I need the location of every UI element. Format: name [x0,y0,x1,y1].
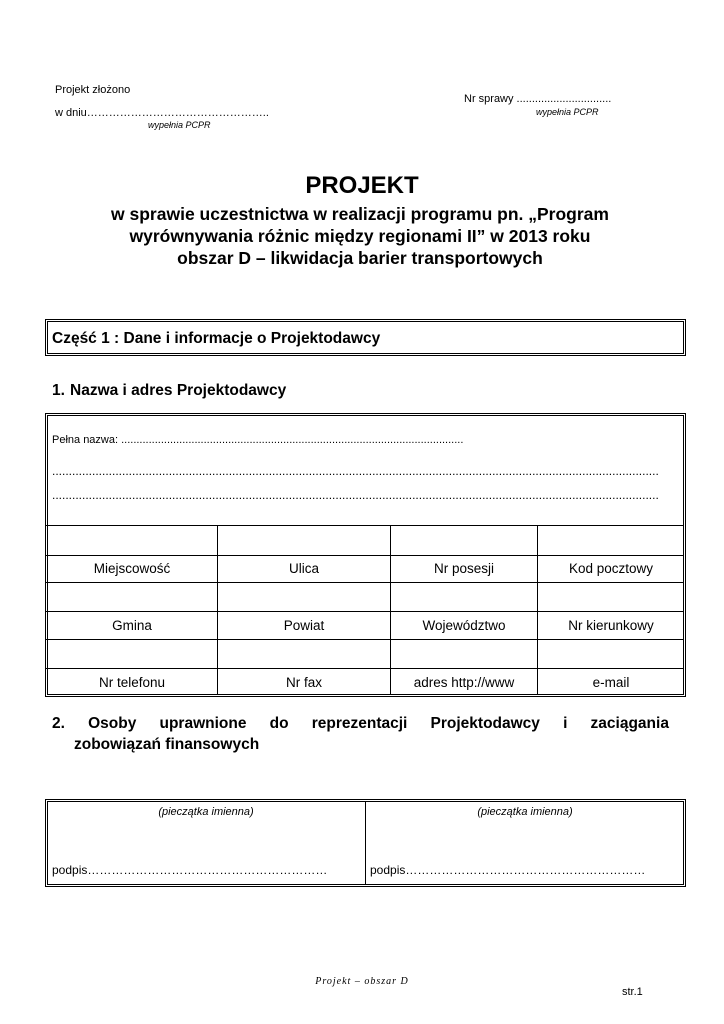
signature-divider [365,801,366,885]
item-2-word: Osoby [88,715,137,732]
powiat-input[interactable] [218,583,390,611]
pelna-nazwa-field[interactable]: Pełna nazwa: ................................................................................................................ [52,434,464,446]
item-2-word: Projektodawcy [430,715,540,732]
item-2-heading-line-2: zobowiązań finansowych [74,736,260,753]
label-nr-posesji: Nr posesji [433,561,495,576]
item-2-heading [52,713,669,755]
label-kod-pocztowy: Kod pocztowy [568,561,654,576]
label-nr-telefonu: Nr telefonu [98,675,166,690]
wypelnia-pcpr-left: wypełnia PCPR [148,120,211,130]
document-title: PROJEKT [305,172,419,199]
item-2-heading-line-1 [52,713,669,734]
email-input[interactable] [538,640,684,668]
podpis-left-field[interactable]: podpis…………………………………………………… [52,863,328,877]
name-dots-line-1[interactable]: ...................................................................................................................................................................................... [52,464,659,478]
item-2-word: reprezentacji [311,715,408,732]
wypelnia-pcpr-right: wypełnia PCPR [536,107,599,117]
section-1-title: Część 1 : Dane i informacje o Projektodawcy [52,330,381,347]
podpis-right-field[interactable]: podpis…………………………………………………… [370,863,646,877]
gmina-input[interactable] [47,583,217,611]
subtitle-line-3: obszar D – likwidacja barier transportowych [177,248,543,268]
nr-kierunkowy-input[interactable] [538,583,684,611]
grid-line [46,668,684,669]
name-dots-line-2[interactable]: ...................................................................................................................................................................................... [52,488,659,502]
label-wojewodztwo: Województwo [422,618,506,633]
item-2-word: zaciągania [590,715,669,732]
subtitle-line-1: w sprawie uczestnictwa w realizacji programu pn. „Program [111,204,609,224]
item-2-word: uprawnione [159,715,247,732]
stamp-left: (pieczątka imienna) [158,806,254,818]
projekt-zlozono-label: Projekt złożono [55,84,131,96]
stamp-right: (pieczątka imienna) [477,806,573,818]
nr-posesji-input[interactable] [391,526,537,555]
ulica-input[interactable] [218,526,390,555]
nr-telefonu-input[interactable] [47,640,217,668]
grid-line [46,611,684,612]
nr-fax-input[interactable] [218,640,390,668]
subtitle-line-2: wyrównywania różnic między regionami II” w 2013 roku [129,226,591,246]
item-2-word: i [563,715,568,732]
label-nr-fax: Nr fax [285,675,322,690]
w-dniu-field[interactable]: w dniu………………………………………….. [55,107,269,119]
kod-pocztowy-input[interactable] [538,526,684,555]
item-1-number: 1. [52,382,65,399]
label-email: e-mail [592,675,630,690]
label-ulica: Ulica [288,561,319,576]
wojewodztwo-input[interactable] [391,583,537,611]
page-number: str.1 [622,986,643,998]
item-2-word: do [269,715,289,732]
document-subtitle [40,203,680,269]
item-2-word: 2. [52,715,65,732]
item-1-title: Nazwa i adres Projektodawcy [70,382,287,399]
grid-line [46,555,684,556]
label-gmina: Gmina [112,618,152,633]
nr-sprawy-field[interactable]: Nr sprawy ............................... [464,93,612,105]
footer-text: Projekt – obszar D [315,976,409,987]
label-powiat: Powiat [283,618,325,633]
adres-www-input[interactable] [391,640,537,668]
miejscowosc-input[interactable] [47,526,217,555]
label-adres-www: adres http://www [413,675,515,690]
label-nr-kierunkowy: Nr kierunkowy [568,618,654,633]
label-miejscowosc: Miejscowość [93,561,171,576]
